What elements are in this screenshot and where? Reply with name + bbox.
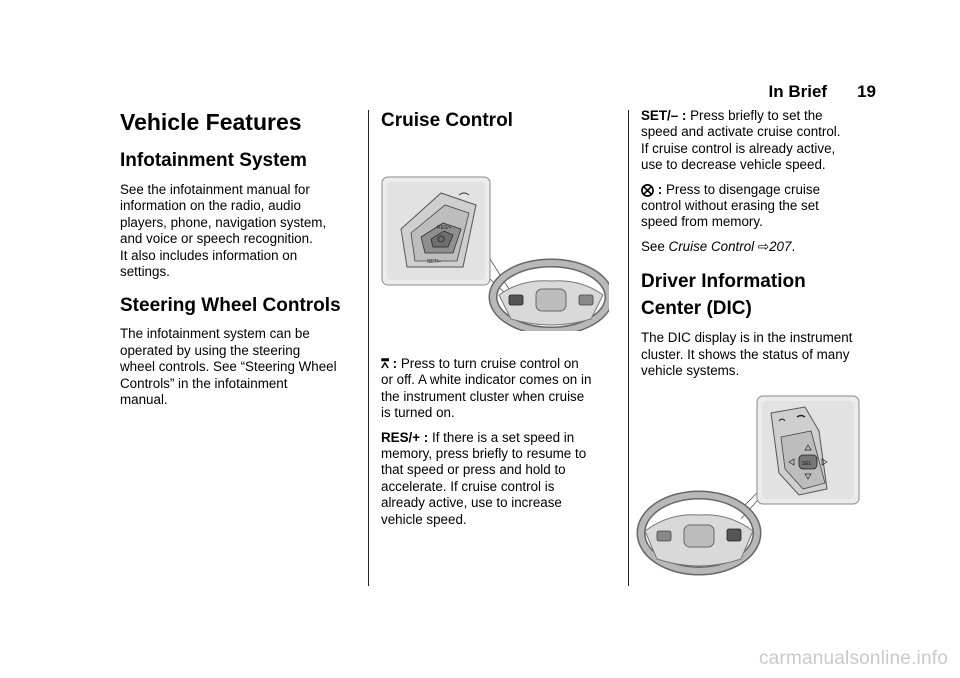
cruise-on-description: ⩞ : Press to turn cruise control on or off. A white indicator comes on in the instrument cluster when cruise is turned on. bbox=[381, 356, 592, 421]
cruise-control-figure bbox=[381, 149, 609, 331]
dic-controls-figure bbox=[629, 393, 861, 598]
res-label: RES/+ bbox=[437, 225, 452, 231]
res-description: RES/+ : If there is a set speed in memory, press briefly to resume to that speed or press and hold to accelerate. If cruise control is already active, use to increase vehicle speed. bbox=[381, 429, 587, 527]
cruise-control-heading: Cruise Control bbox=[381, 110, 513, 131]
section-name: In Brief bbox=[768, 82, 828, 101]
column-3 bbox=[641, 108, 877, 603]
page-arrow-icon: ⇨ bbox=[757, 238, 770, 254]
section-title: Vehicle Features bbox=[120, 109, 302, 135]
infotainment-paragraph: See the infotainment manual for information on the radio, audio players, phone, navigation system, and voice or speech recognition. It also includes information on settings. bbox=[120, 182, 327, 280]
dic-paragraph: The DIC display is in the instrument cluster. It shows the status of many vehicle systems. bbox=[641, 330, 853, 379]
column-divider-1 bbox=[368, 110, 369, 586]
cancel-description: ⨂ : Press to disengage cruise control without erasing the set speed from memory. bbox=[641, 181, 821, 230]
infotainment-heading: Infotainment System bbox=[120, 150, 307, 171]
set-description: SET/– : Press briefly to set the speed and activate cruise control. If cruise control is already active, use to decrease vehicle speed. bbox=[641, 108, 841, 173]
steering-controls-paragraph: The infotainment system can be operated by using the steering wheel controls. See “Steering Wheel Controls” in the infotainment manual. bbox=[120, 326, 337, 408]
page-number: 19 bbox=[857, 82, 876, 101]
page-header bbox=[769, 82, 876, 102]
sel-label: SEL bbox=[802, 461, 812, 468]
watermark: carmanualsonline.info bbox=[758, 648, 948, 669]
cruise-on-icon: ⩞ bbox=[381, 356, 389, 371]
steering-controls-heading: Steering Wheel Controls bbox=[120, 295, 341, 317]
cross-reference: See Cruise Control ⇨207. bbox=[641, 238, 796, 254]
set-label: SET/– bbox=[427, 259, 441, 265]
column-2 bbox=[381, 108, 613, 528]
cancel-cruise-icon: ⨂ bbox=[641, 181, 654, 197]
cross-reference-link[interactable]: Cruise Control bbox=[668, 238, 755, 254]
dic-heading: Driver Information Center (DIC) bbox=[641, 271, 806, 320]
column-1 bbox=[120, 108, 358, 408]
